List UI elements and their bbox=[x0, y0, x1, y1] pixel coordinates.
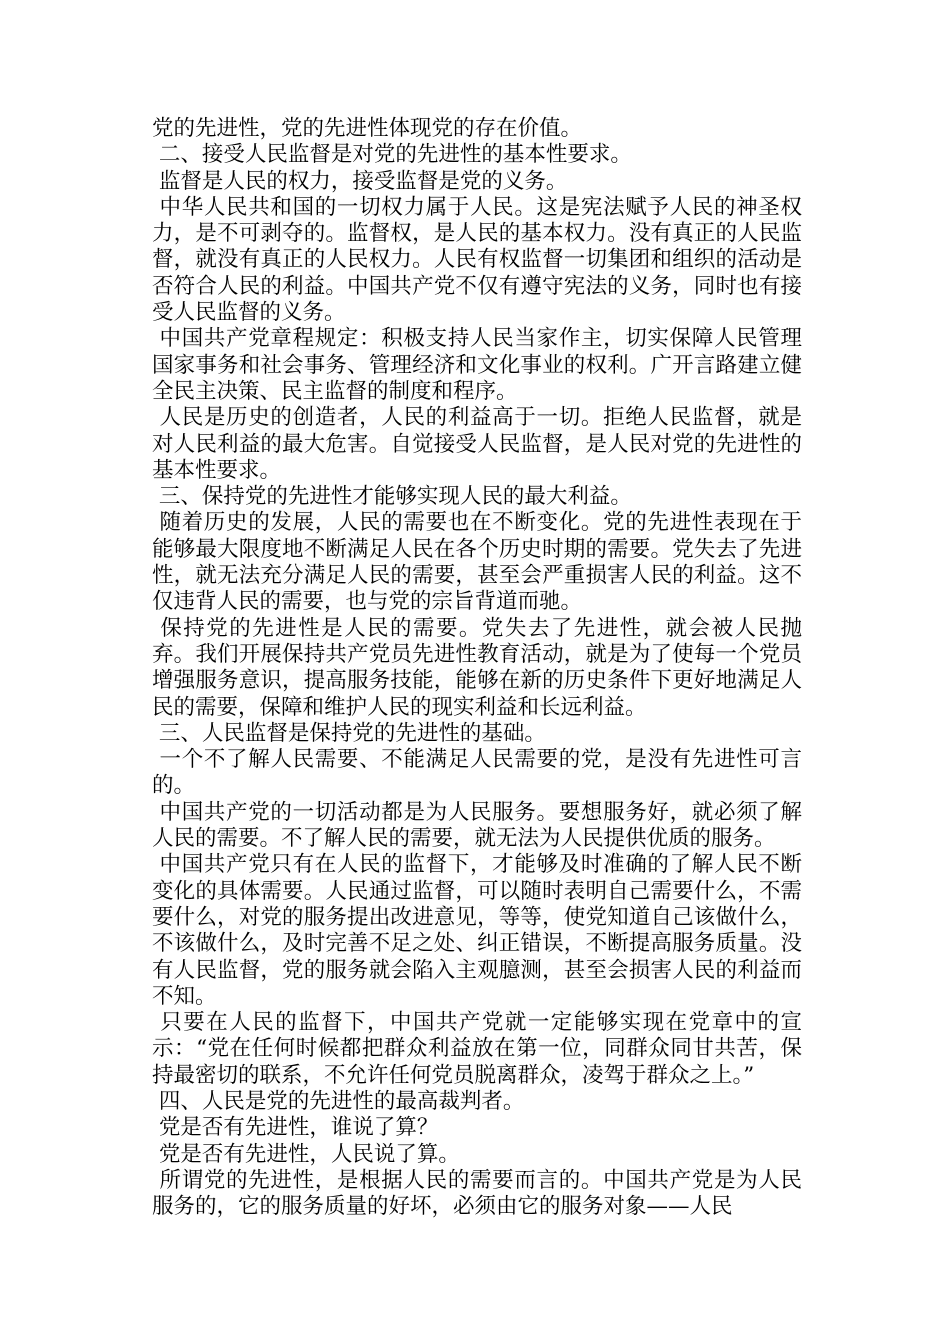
paragraph: 所谓党的先进性，是根据人民的需要而言的。中国共产党是为人民服务的，它的服务质量的好坏，必须由它的服务对象——人民 bbox=[152, 1167, 802, 1220]
section-heading: 三、保持党的先进性才能够实现人民的最大利益。 bbox=[152, 484, 632, 510]
paragraph: 中国共产党的一切活动都是为人民服务。要想服务好，就必须了解人民的需要。不了解人民的需要，就无法为人民提供优质的服务。 bbox=[152, 799, 802, 852]
paragraph: 中华人民共和国的一切权力属于人民。这是宪法赋予人民的神圣权力，是不可剥夺的。监督权，是人民的基本权力。没有真正的人民监督，就没有真正的人民权力。人民有权监督一切集团和组织的活动是否符合人民的利益。中国共产党不仅有遵守宪法的义务，同时也有接受人民监督的义务。 bbox=[152, 194, 802, 326]
paragraph: 党是否有先进性，谁说了算？ bbox=[152, 1115, 439, 1141]
paragraph: 人民是历史的创造者，人民的利益高于一切。拒绝人民监督，就是对人民利益的最大危害。自觉接受人民监督，是人民对党的先进性的基本性要求。 bbox=[152, 405, 802, 483]
paragraph: 党是否有先进性，人民说了算。 bbox=[152, 1141, 460, 1167]
paragraph: 监督是人民的权力，接受监督是党的义务。 bbox=[152, 168, 568, 194]
document-body bbox=[152, 116, 802, 1220]
paragraph: 中国共产党只有在人民的监督下，才能够及时准确的了解人民不断变化的具体需要。人民通过监督，可以随时表明自己需要什么，不需要什么，对党的服务提出改进意见，等等，使党知道自己该做什么，不该做什么，及时完善不足之处、纠正错误，不断提高服务质量。没有人民监督，党的服务就会陷入主观臆测，甚至会损害人民的利益而不知。 bbox=[152, 852, 802, 1009]
paragraph: 只要在人民的监督下，中国共产党就一定能够实现在党章中的宣示：“党在任何时候都把群众利益放在第一位，同群众同甘共苦，保持最密切的联系，不允许任何党员脱离群众，凌驾于群众之上。” bbox=[152, 1010, 802, 1088]
section-heading: 三、人民监督是保持党的先进性的基础。 bbox=[152, 720, 546, 746]
paragraph: 保持党的先进性是人民的需要。党失去了先进性，就会被人民抛弃。我们开展保持共产党员先进性教育活动，就是为了使每一个党员增强服务意识，提高服务技能，能够在新的历史条件下更好地满足人民的需要，保障和维护人民的现实利益和长远利益。 bbox=[152, 615, 802, 720]
paragraph: 党的先进性，党的先进性体现党的存在价值。 bbox=[152, 116, 583, 141]
paragraph: 一个不了解人民需要、不能满足人民需要的党，是没有先进性可言的。 bbox=[152, 747, 802, 799]
section-heading: 四、人民是党的先进性的最高裁判者。 bbox=[152, 1088, 525, 1114]
paragraph: 随着历史的发展，人民的需要也在不断变化。党的先进性表现在于能够最大限度地不断满足人民在各个历史时期的需要。党失去了先进性，就无法充分满足人民的需要，甚至会严重损害人民的利益。这不仅违背人民的需要，也与党的宗旨背道而驰。 bbox=[152, 510, 802, 615]
paragraph: 中国共产党章程规定：积极支持人民当家作主，切实保障人民管理国家事务和社会事务、管理经济和文化事业的权利。广开言路建立健全民主决策、民主监督的制度和程序。 bbox=[152, 326, 802, 404]
section-heading: 二、接受人民监督是对党的先进性的基本性要求。 bbox=[152, 142, 632, 168]
